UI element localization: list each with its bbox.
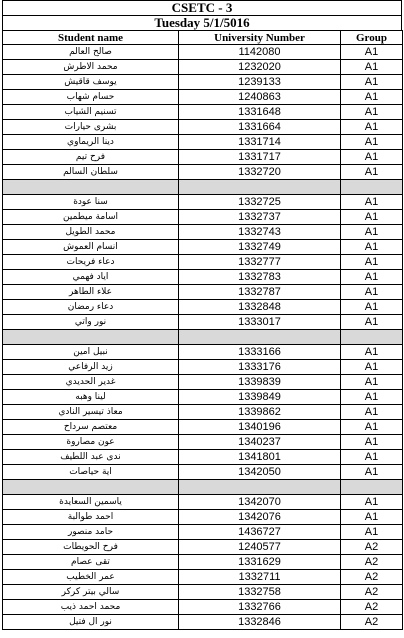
university-number-cell: 1240863 — [179, 90, 341, 105]
group-cell: A1 — [341, 285, 403, 300]
university-number-cell: 1332749 — [179, 240, 341, 255]
group-cell: A1 — [341, 360, 403, 375]
table-row — [3, 525, 403, 540]
university-number-cell: 1332720 — [179, 165, 341, 180]
table-row — [3, 120, 403, 135]
university-number-cell: 1332783 — [179, 270, 341, 285]
university-number-cell: 1240577 — [179, 540, 341, 555]
student-name-cell: حامد منصور — [3, 525, 179, 540]
table-row — [3, 390, 403, 405]
university-number-cell: 1333017 — [179, 315, 341, 330]
separator-row — [3, 330, 403, 345]
table-body — [3, 45, 403, 630]
group-cell: A1 — [341, 300, 403, 315]
student-name-cell: فرح تيم — [3, 150, 179, 165]
separator-cell — [341, 180, 403, 195]
university-number-cell: 1340196 — [179, 420, 341, 435]
table-row — [3, 360, 403, 375]
table-row — [3, 435, 403, 450]
group-cell: A1 — [341, 105, 403, 120]
sheet-title: CSETC - 3 — [2, 0, 402, 15]
student-name-cell: معتصم سرداح — [3, 420, 179, 435]
student-name-cell: عون مصاروة — [3, 435, 179, 450]
student-name-cell: نور واتي — [3, 315, 179, 330]
student-name-cell: صالح العالم — [3, 45, 179, 60]
separator-cell — [3, 330, 179, 345]
group-cell: A1 — [341, 225, 403, 240]
separator-cell — [341, 480, 403, 495]
group-cell: A1 — [341, 315, 403, 330]
separator-row — [3, 180, 403, 195]
group-cell: A2 — [341, 540, 403, 555]
group-cell: A2 — [341, 600, 403, 615]
university-number-cell: 1332725 — [179, 195, 341, 210]
university-number-cell: 1333176 — [179, 360, 341, 375]
group-cell: A1 — [341, 525, 403, 540]
student-name-cell: يوسف قاقيش — [3, 75, 179, 90]
attendance-sheet — [2, 0, 402, 630]
student-name-cell: محمد الطويل — [3, 225, 179, 240]
separator-row — [3, 480, 403, 495]
table-row — [3, 195, 403, 210]
column-header-name: Student name — [3, 31, 179, 45]
group-cell: A1 — [341, 165, 403, 180]
table-row — [3, 285, 403, 300]
table-row — [3, 615, 403, 630]
student-name-cell: فرح الحويطات — [3, 540, 179, 555]
university-number-cell: 1331664 — [179, 120, 341, 135]
university-number-cell: 1339849 — [179, 390, 341, 405]
table-row — [3, 585, 403, 600]
group-cell: A1 — [341, 450, 403, 465]
student-name-cell: نور ال فتيل — [3, 615, 179, 630]
student-name-cell: انسام العموش — [3, 240, 179, 255]
student-name-cell: تسنيم الشياب — [3, 105, 179, 120]
separator-cell — [3, 480, 179, 495]
separator-cell — [179, 480, 341, 495]
student-name-cell: دينا الريماوي — [3, 135, 179, 150]
student-name-cell: بشرى حيارات — [3, 120, 179, 135]
table-row — [3, 600, 403, 615]
separator-cell — [179, 330, 341, 345]
table-row — [3, 135, 403, 150]
university-number-cell: 1332846 — [179, 615, 341, 630]
student-name-cell: اسامة ميطمين — [3, 210, 179, 225]
student-name-cell: سالي بيتر كركر — [3, 585, 179, 600]
student-name-cell: اية حياصات — [3, 465, 179, 480]
university-number-cell: 1332711 — [179, 570, 341, 585]
table-row — [3, 555, 403, 570]
table-row — [3, 300, 403, 315]
group-cell: A1 — [341, 150, 403, 165]
group-cell: A1 — [341, 45, 403, 60]
student-name-cell: زيد الرفاعي — [3, 360, 179, 375]
table-row — [3, 225, 403, 240]
student-name-cell: عمر الخطيب — [3, 570, 179, 585]
table-row — [3, 345, 403, 360]
student-name-cell: لينا وهبه — [3, 390, 179, 405]
column-header-group: Group — [341, 31, 403, 45]
separator-cell — [341, 330, 403, 345]
university-number-cell: 1342076 — [179, 510, 341, 525]
table-row — [3, 450, 403, 465]
table-row — [3, 420, 403, 435]
group-cell: A2 — [341, 615, 403, 630]
student-name-cell: ياسمين السعايدة — [3, 495, 179, 510]
student-name-cell: سلطان السالم — [3, 165, 179, 180]
group-cell: A1 — [341, 495, 403, 510]
sheet-date: Tuesday 5/1/5016 — [2, 15, 402, 30]
table-row — [3, 45, 403, 60]
table-row — [3, 240, 403, 255]
group-cell: A1 — [341, 195, 403, 210]
group-cell: A1 — [341, 135, 403, 150]
column-header-number: University Number — [179, 31, 341, 45]
student-name-cell: سنا عودة — [3, 195, 179, 210]
table-row — [3, 375, 403, 390]
student-name-cell: حسام شهاب — [3, 90, 179, 105]
group-cell: A1 — [341, 240, 403, 255]
table-row — [3, 495, 403, 510]
separator-cell — [3, 180, 179, 195]
university-number-cell: 1339839 — [179, 375, 341, 390]
table-row — [3, 75, 403, 90]
students-table — [2, 30, 403, 630]
group-cell: A1 — [341, 120, 403, 135]
university-number-cell: 1342070 — [179, 495, 341, 510]
student-name-cell: نبيل امين — [3, 345, 179, 360]
university-number-cell: 1436727 — [179, 525, 341, 540]
table-row — [3, 105, 403, 120]
table-row — [3, 150, 403, 165]
group-cell: A1 — [341, 420, 403, 435]
university-number-cell: 1342050 — [179, 465, 341, 480]
student-name-cell: دعاء رمضان — [3, 300, 179, 315]
university-number-cell: 1332787 — [179, 285, 341, 300]
table-row — [3, 405, 403, 420]
table-row — [3, 60, 403, 75]
group-cell: A2 — [341, 585, 403, 600]
student-name-cell: اياد فهمي — [3, 270, 179, 285]
group-cell: A2 — [341, 570, 403, 585]
table-row — [3, 510, 403, 525]
group-cell: A2 — [341, 555, 403, 570]
group-cell: A1 — [341, 75, 403, 90]
student-name-cell: محمد احمد ذيب — [3, 600, 179, 615]
university-number-cell: 1340237 — [179, 435, 341, 450]
group-cell: A1 — [341, 255, 403, 270]
table-row — [3, 210, 403, 225]
university-number-cell: 1332758 — [179, 585, 341, 600]
header-row — [3, 31, 403, 45]
group-cell: A1 — [341, 90, 403, 105]
student-name-cell: علاء الطاهر — [3, 285, 179, 300]
table-row — [3, 570, 403, 585]
university-number-cell: 1332737 — [179, 210, 341, 225]
group-cell: A1 — [341, 390, 403, 405]
separator-cell — [179, 180, 341, 195]
university-number-cell: 1341801 — [179, 450, 341, 465]
university-number-cell: 1332743 — [179, 225, 341, 240]
student-name-cell: دعاء فريحات — [3, 255, 179, 270]
university-number-cell: 1142080 — [179, 45, 341, 60]
group-cell: A1 — [341, 465, 403, 480]
university-number-cell: 1331629 — [179, 555, 341, 570]
table-row — [3, 465, 403, 480]
table-row — [3, 270, 403, 285]
group-cell: A1 — [341, 405, 403, 420]
university-number-cell: 1239133 — [179, 75, 341, 90]
university-number-cell: 1331717 — [179, 150, 341, 165]
group-cell: A1 — [341, 270, 403, 285]
group-cell: A1 — [341, 375, 403, 390]
university-number-cell: 1333166 — [179, 345, 341, 360]
group-cell: A1 — [341, 60, 403, 75]
university-number-cell: 1332777 — [179, 255, 341, 270]
student-name-cell: احمد طوالبة — [3, 510, 179, 525]
table-row — [3, 255, 403, 270]
table-row — [3, 540, 403, 555]
table-row — [3, 90, 403, 105]
university-number-cell: 1331714 — [179, 135, 341, 150]
table-row — [3, 165, 403, 180]
university-number-cell: 1232020 — [179, 60, 341, 75]
student-name-cell: ندى عبد اللطيف — [3, 450, 179, 465]
student-name-cell: غدير الحديدي — [3, 375, 179, 390]
university-number-cell: 1332848 — [179, 300, 341, 315]
group-cell: A1 — [341, 435, 403, 450]
group-cell: A1 — [341, 345, 403, 360]
group-cell: A1 — [341, 510, 403, 525]
student-name-cell: تقى عصام — [3, 555, 179, 570]
table-row — [3, 315, 403, 330]
university-number-cell: 1339862 — [179, 405, 341, 420]
student-name-cell: معاذ تيسير النادي — [3, 405, 179, 420]
student-name-cell: محمد الاطرش — [3, 60, 179, 75]
university-number-cell: 1332766 — [179, 600, 341, 615]
university-number-cell: 1331648 — [179, 105, 341, 120]
group-cell: A1 — [341, 210, 403, 225]
